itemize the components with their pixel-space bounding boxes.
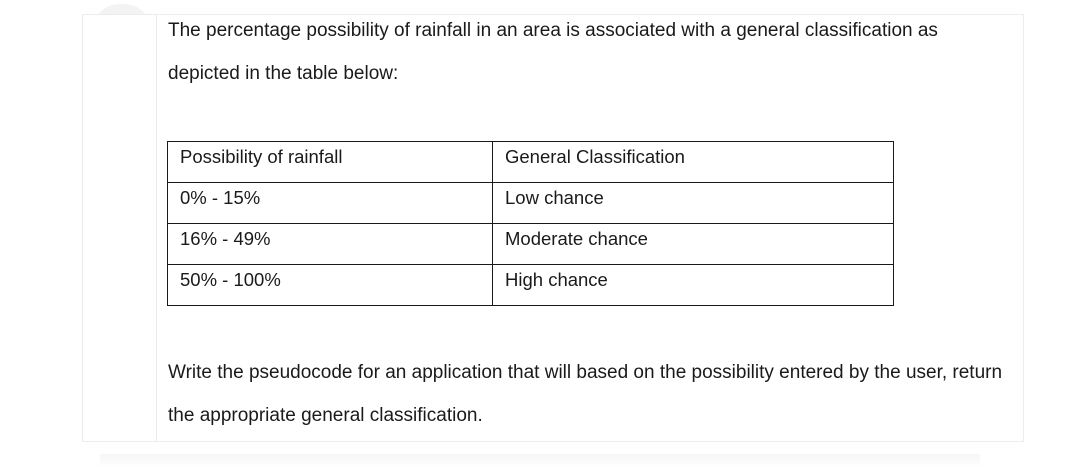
task-paragraph: Write the pseudocode for an application that will based on the possibility entered by the user, return the appropriate general classification. [168, 362, 1003, 426]
table-cell-classification: High chance [493, 265, 894, 306]
table-row [168, 224, 894, 265]
margin-rule [156, 14, 157, 441]
header-classification: General Classification [493, 142, 894, 183]
header-possibility: Possibility of rainfall [168, 142, 493, 183]
bottom-shadow [100, 454, 980, 468]
rainfall-classification-table [167, 141, 894, 306]
table-cell-classification: Moderate chance [493, 224, 894, 265]
table-row [168, 183, 894, 224]
table-cell-possibility: 0% - 15% [168, 183, 493, 224]
table-header-row [168, 142, 894, 183]
table-cell-possibility: 50% - 100% [168, 265, 493, 306]
table-row [168, 265, 894, 306]
table-cell-classification: Low chance [493, 183, 894, 224]
table-cell-possibility: 16% - 49% [168, 224, 493, 265]
intro-paragraph: The percentage possibility of rainfall in an area is associated with a general classification as depicted in the table below: [168, 20, 938, 84]
